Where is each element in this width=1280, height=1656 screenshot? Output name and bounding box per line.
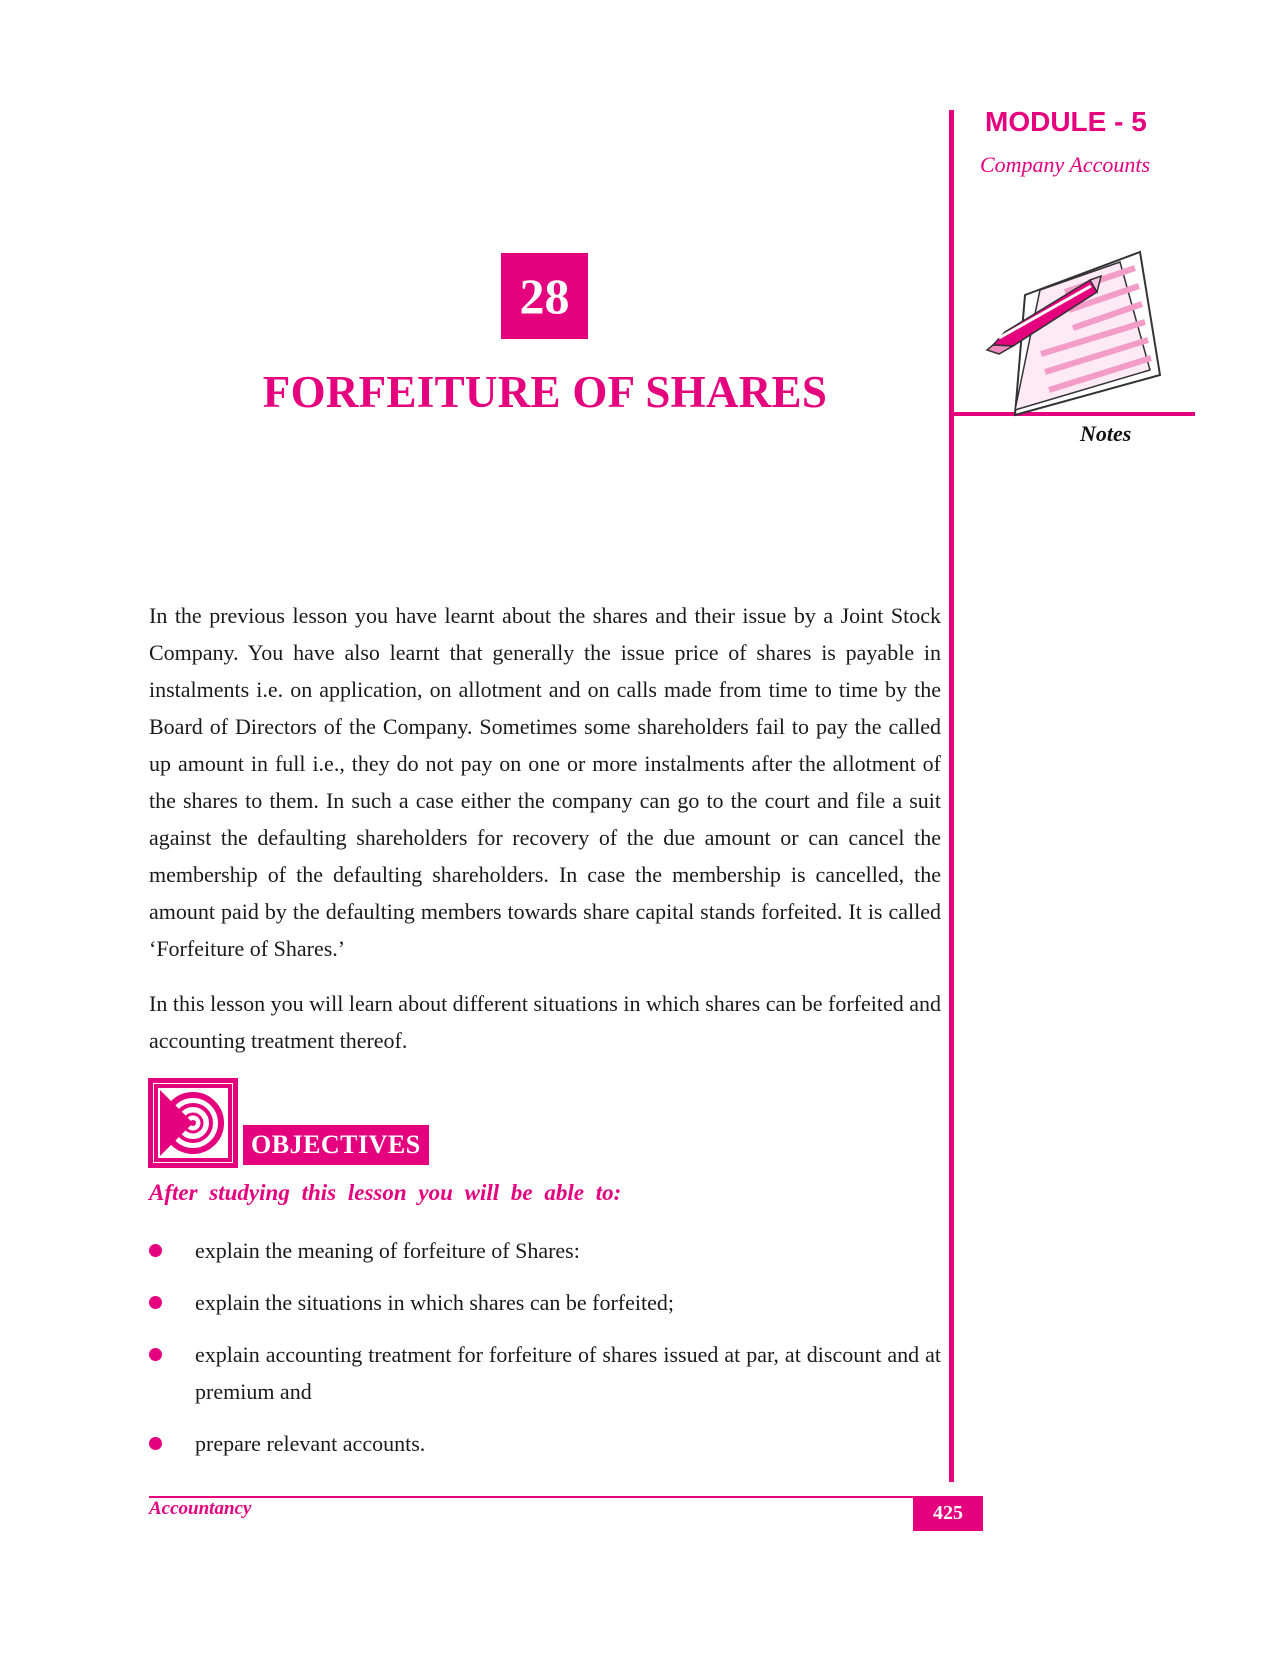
footer-book-title: Accountancy — [149, 1498, 252, 1519]
module-title: MODULE - 5 — [985, 106, 1147, 137]
list-item — [149, 1284, 941, 1321]
bullet-icon — [149, 1296, 162, 1309]
margin-divider-vertical — [949, 110, 954, 1482]
intro-paragraph: In the previous lesson you have learnt about the shares and their issue by a Joint Stock Company. You have also learnt that generally the issue price of shares is payable in instalments i.e. on application, on allotment and on calls made from time to time by the Board of Directors of the Company. Sometimes some shareholders fail to pay the called up amount in full i.e., they do not pay on one or more instalments after the allotment of the shares to them. In such a case either the company can go to the court and file a suit against the defaulting shareholders for recovery of the due amount or can cancel the membership of the defaulting shareholders. In case the membership is cancelled, the amount paid by the defaulting members towards share capital stands forfeited. It is called ‘Forfeiture of Shares.’ — [149, 603, 941, 961]
target-icon — [148, 1078, 238, 1168]
objective-text: explain the meaning of forfeiture of Shares: — [195, 1238, 580, 1263]
objectives-intro: After studying this lesson you will be able to: — [149, 1180, 622, 1205]
objective-text: explain the situations in which shares can be forfeited; — [195, 1290, 674, 1315]
chapter-title: FORFEITURE OF SHARES — [262, 367, 828, 417]
bullet-icon — [149, 1244, 162, 1257]
objectives-list — [149, 1232, 941, 1477]
list-item — [149, 1232, 941, 1269]
bullet-icon — [149, 1348, 162, 1361]
objective-text: explain accounting treatment for forfeiture of shares issued at par, at discount and at premium and — [195, 1342, 941, 1404]
bullet-icon — [149, 1437, 162, 1450]
objectives-heading: OBJECTIVES — [243, 1125, 429, 1165]
module-subject: Company Accounts — [980, 152, 1151, 177]
list-item — [149, 1336, 941, 1410]
notepad-pencil-icon — [985, 250, 1175, 432]
footer-divider — [149, 1496, 983, 1498]
objective-text: prepare relevant accounts. — [195, 1431, 426, 1456]
notes-label: Notes — [1080, 421, 1132, 446]
chapter-number: 28 — [501, 253, 588, 339]
list-item — [149, 1425, 941, 1462]
lesson-paragraph: In this lesson you will learn about different situations in which shares can be forfeited and accounting treatment thereof. — [149, 991, 941, 1053]
page-number: 425 — [913, 1496, 983, 1531]
